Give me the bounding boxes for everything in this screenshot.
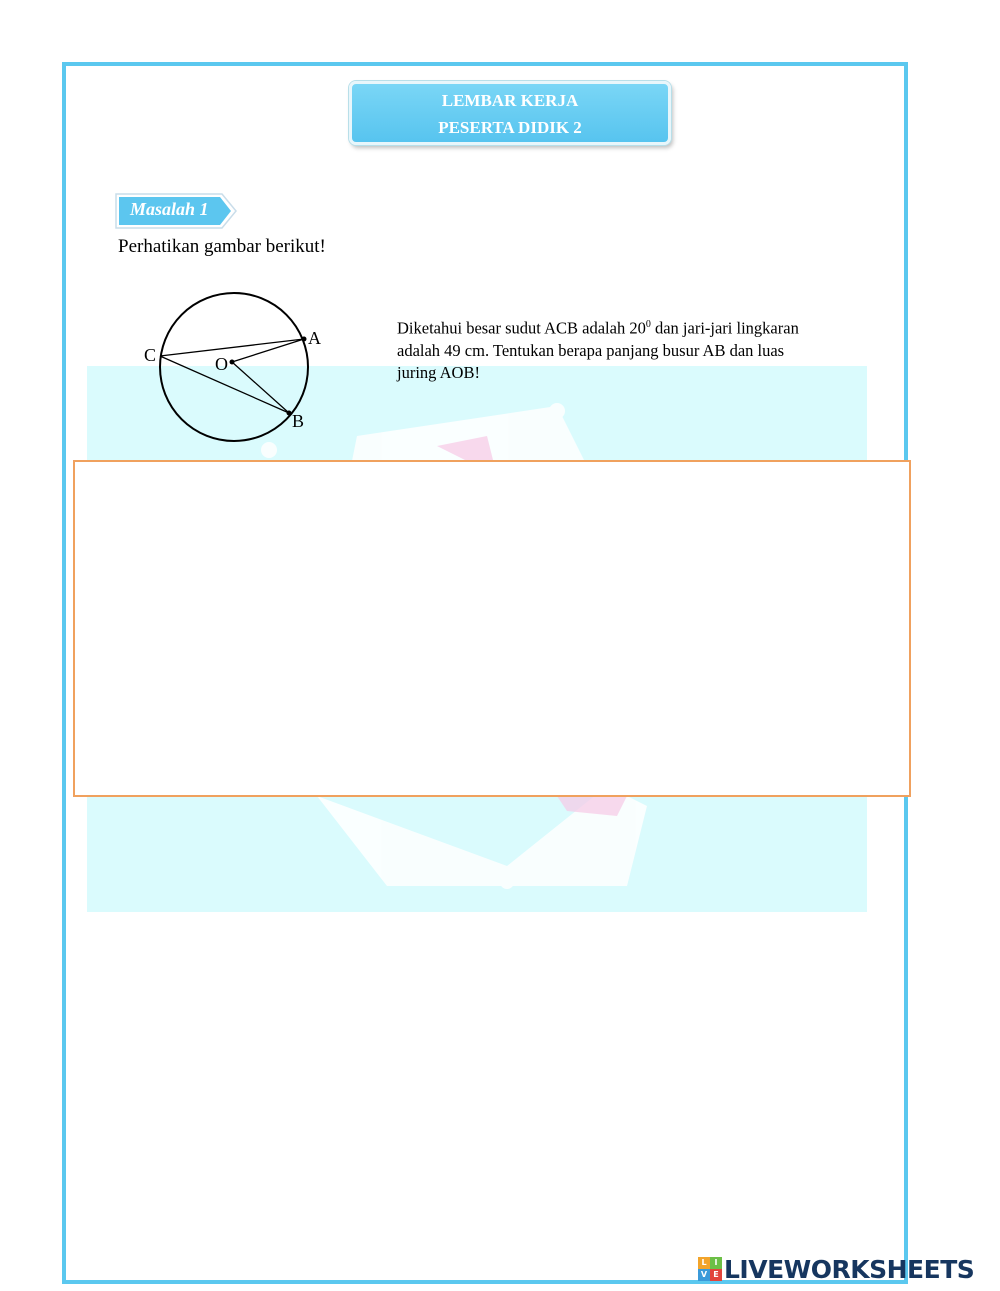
circle-outline (160, 293, 308, 441)
instruction-text: Perhatikan gambar berikut! (118, 236, 326, 257)
radius-oa (232, 339, 304, 362)
problem-tag-label: Masalah 1 (130, 199, 209, 219)
radius-ob (232, 362, 289, 413)
problem-text-part1: Diketahui besar sudut ACB adalah 20 (397, 318, 646, 338)
liveworksheets-wordmark: LIVEWORKSHEETS (724, 1254, 975, 1284)
title-line-1: LEMBAR KERJA (441, 91, 579, 110)
problem-text-part2: dan jari-jari lingkaran adalah 49 cm. Tentukan berapa panjang busur AB dan luas juring AOB! (397, 318, 799, 382)
liveworksheets-icon: L I V E (698, 1257, 722, 1281)
point-b (287, 411, 292, 416)
point-a (302, 337, 307, 342)
circle-figure (140, 285, 340, 455)
title-line-2: PESERTA DIDIK 2 (438, 118, 582, 137)
point-o (230, 360, 235, 365)
degree-superscript: 0 (645, 319, 651, 330)
label-o: O (215, 354, 228, 374)
label-a: A (308, 328, 321, 348)
problem-tag (114, 192, 238, 230)
label-b: B (292, 411, 305, 431)
answer-box[interactable] (73, 460, 911, 797)
title-banner (349, 81, 671, 145)
liveworksheets-logo (698, 1254, 974, 1284)
chord-ca (160, 339, 304, 356)
problem-statement (397, 314, 817, 384)
label-c: C (144, 345, 157, 365)
